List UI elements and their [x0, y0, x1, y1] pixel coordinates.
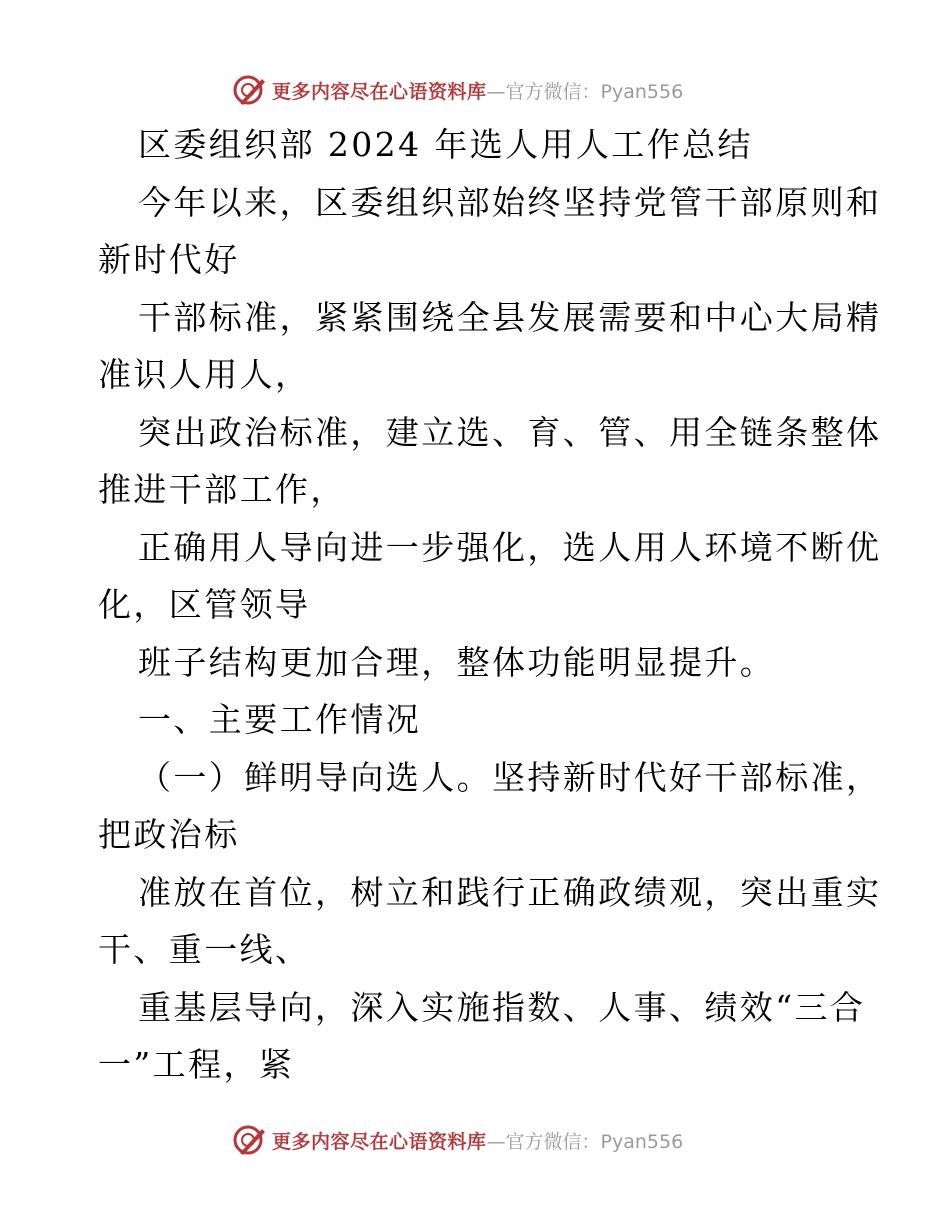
text-line: （一）鲜明导向选人。坚持新时代好干部标准，	[138, 757, 882, 797]
header-watermark	[232, 73, 683, 107]
document-body	[98, 116, 882, 1094]
text-line: 准识人用人，	[98, 355, 311, 394]
document-title: 区委组织部 2024 年选人用人工作总结	[138, 125, 753, 164]
pen-logo-icon	[232, 73, 266, 107]
text-line: 准放在首位，树立和践行正确政绩观，突出重实	[138, 872, 882, 912]
text-line: 班子结构更加合理，整体功能明显提升。	[138, 642, 776, 682]
text-line: 正确用人导向进一步强化，选人用人环境不断优	[138, 527, 882, 567]
watermark-red-text: 更多内容尽在心语资料库	[272, 80, 487, 103]
text-line: 突出政治标准，建立选、育、管、用全链条整体	[138, 412, 882, 452]
pen-logo-icon	[232, 1123, 266, 1157]
watermark-gray-text: —官方微信：Pyan556	[486, 1130, 684, 1153]
text-line: 今年以来，区委组织部始终坚持党管干部原则和	[138, 182, 882, 222]
text-line: 新时代好	[98, 240, 240, 279]
watermark-gray-text: —官方微信：Pyan556	[486, 80, 684, 103]
section-heading: 一、主要工作情况	[138, 700, 422, 739]
text-line: 把政治标	[98, 815, 240, 854]
text-line: 干部标准，紧紧围绕全县发展需要和中心大局精	[138, 297, 882, 337]
text-line: 重基层导向，深入实施指数、人事、绩效“三合	[138, 987, 866, 1027]
text-line: 化，区管领导	[98, 585, 311, 624]
text-line: 一”工程，紧	[98, 1045, 295, 1084]
text-line: 干、重一线、	[98, 930, 311, 969]
text-line: 推进干部工作，	[98, 470, 346, 509]
watermark-red-text: 更多内容尽在心语资料库	[272, 1130, 487, 1153]
footer-watermark	[232, 1123, 683, 1157]
